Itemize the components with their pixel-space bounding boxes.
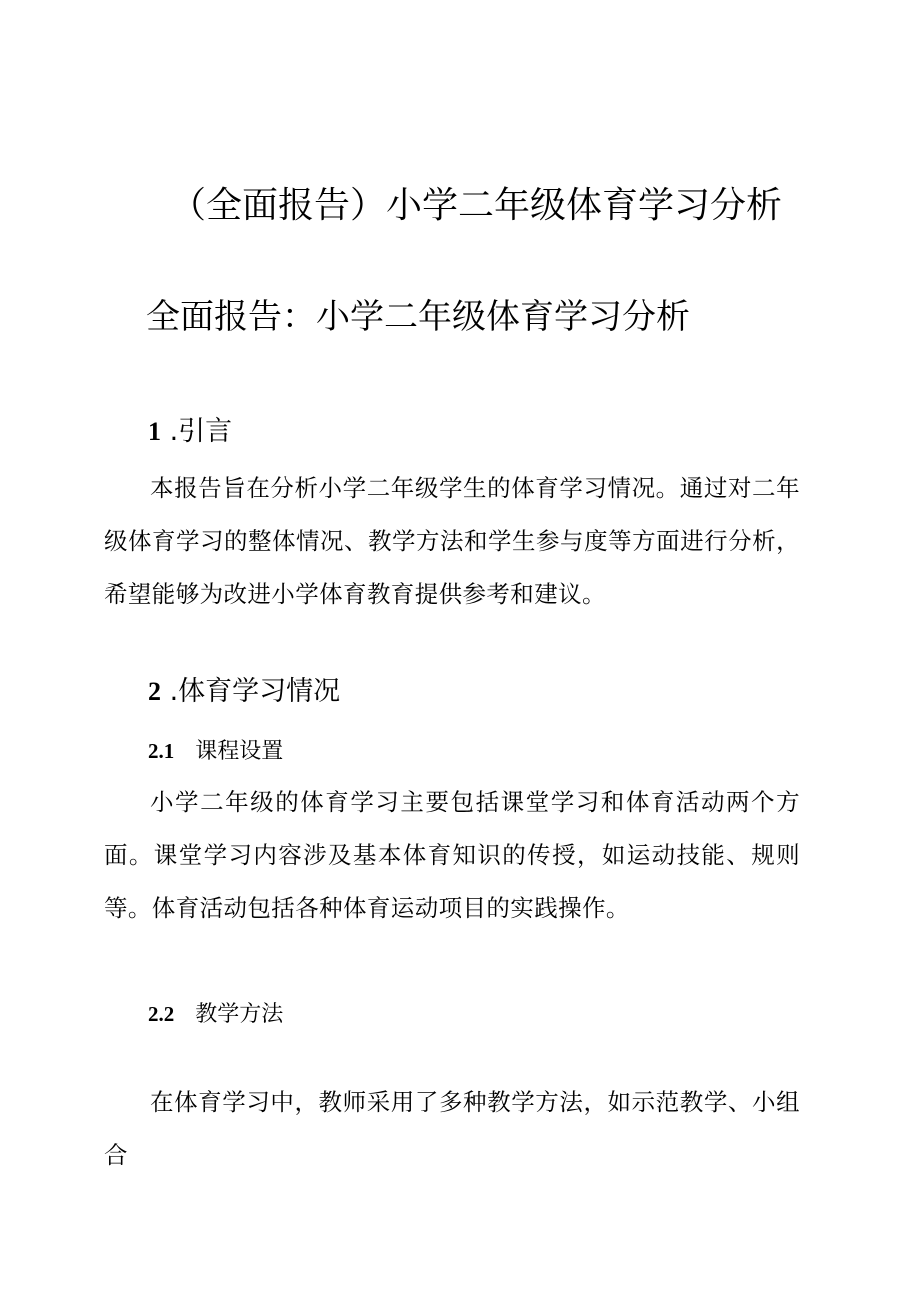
teaching-methods-paragraph: 在体育学习中，教师采用了多种教学方法，如示范教学、小组合	[104, 1088, 800, 1169]
subsection-title: 教学方法	[195, 1002, 284, 1027]
section-number: 2	[148, 677, 161, 706]
document-title: （全面报告）小学二年级体育学习分析	[170, 185, 783, 226]
curriculum-paragraph: 小学二年级的体育学习主要包括课堂学习和体育活动两个方面。课堂学习内容涉及基本体育知识的传授，如运动技能、规则等。体育活动包括各种体育运动项目的实践操作。	[104, 788, 800, 922]
section-heading-intro	[148, 412, 232, 452]
section-heading-pe-learning	[148, 672, 340, 712]
subsection-title: 课程设置	[195, 739, 284, 764]
document-subtitle: 全面报告：小学二年级体育学习分析	[146, 297, 690, 337]
subsection-number: 2.1	[148, 739, 175, 763]
subsection-heading-curriculum	[148, 734, 283, 769]
subsection-number: 2.2	[148, 1002, 175, 1026]
section-number: 1	[148, 417, 161, 446]
subsection-heading-teaching-methods	[148, 997, 283, 1032]
section-title: .体育学习情况	[169, 676, 341, 707]
section-title: .引言	[169, 416, 233, 447]
intro-paragraph: 本报告旨在分析小学二年级学生的体育学习情况。通过对二年级体育学习的整体情况、教学方法和学生参与度等方面进行分析，希望能够为改进小学体育教育提供参考和建议。	[104, 474, 800, 608]
